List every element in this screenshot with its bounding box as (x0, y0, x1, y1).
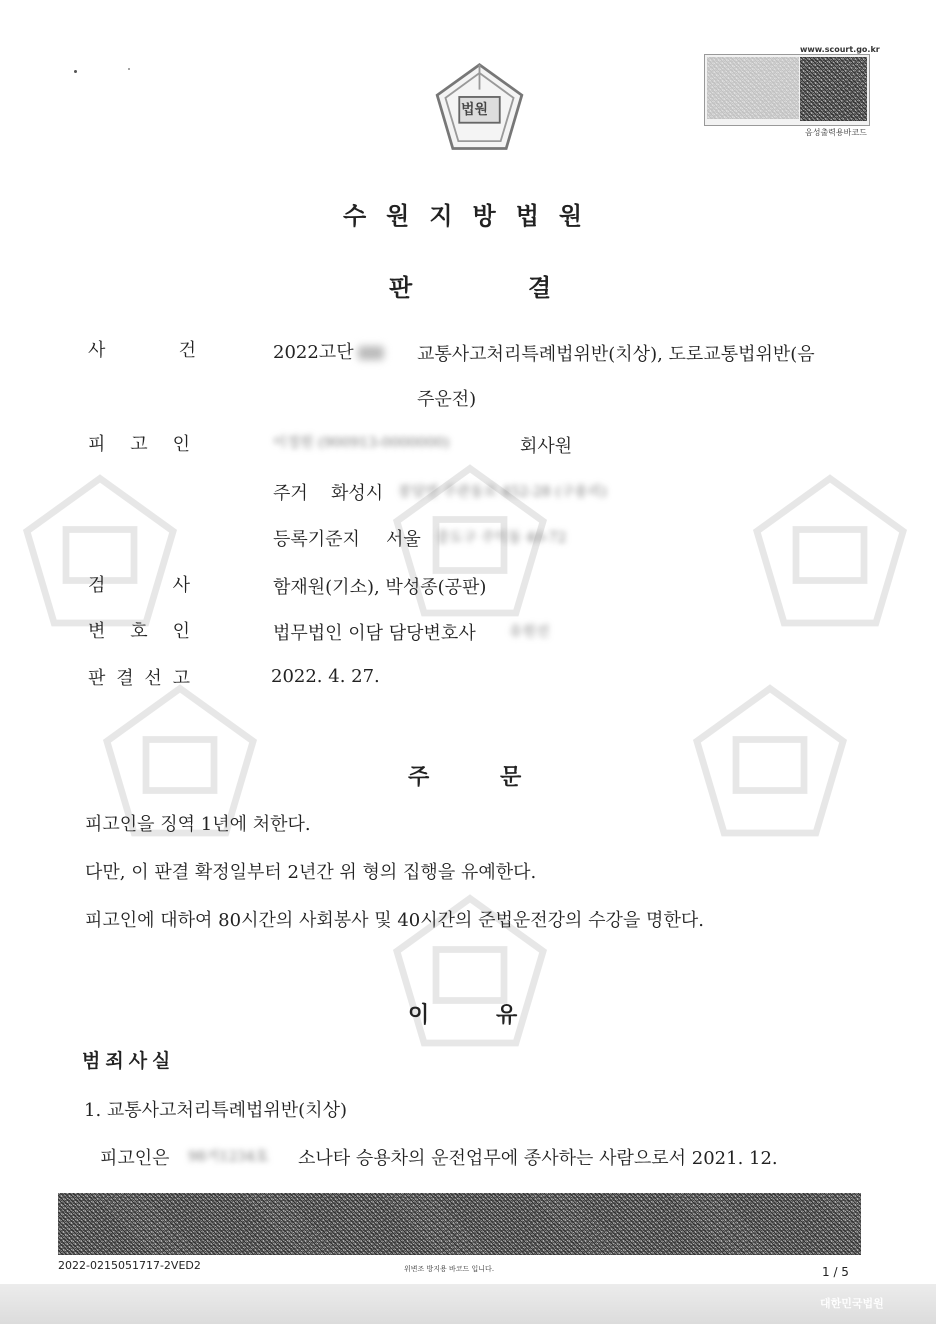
lawyer-redacted: 유원선 (509, 624, 550, 640)
issuer-label: 대한민국법원 (820, 1297, 884, 1310)
order-heading-char-1: 주 (408, 764, 430, 790)
case-number: 2022고단 (273, 338, 384, 364)
registry-city: 서울 (386, 529, 421, 550)
residence-redacted: 봉담면 주관동로 452-28 (구용리) (398, 484, 607, 500)
defendant-label: 피 고 인 (88, 434, 190, 455)
court-emblem-watermark-icon (680, 680, 860, 850)
prosecutor-value: 함재원(기소), 박성종(공판) (273, 577, 487, 598)
site-url: www.scourt.go.kr (800, 45, 880, 54)
facts-heading: 범죄사실 (82, 1050, 176, 1072)
defendant-job: 회사원 (520, 436, 573, 457)
page-indicator: 1 / 5 (822, 1265, 849, 1279)
court-emblem-watermark-icon (10, 470, 190, 640)
reasons-heading-char-2: 유 (496, 1002, 518, 1028)
registry-redacted: 중도구 주익동 40-72 (436, 530, 567, 546)
audio-barcode[interactable] (800, 57, 867, 121)
item1-redacted: 98거1234호 (188, 1149, 269, 1165)
item1-text-prefix: 피고인은 (100, 1148, 170, 1169)
order-line-3: 피고인에 대하여 80시간의 사회봉사 및 40시간의 준법운전강의 수강을 명한다. (85, 910, 704, 931)
scan-speck (74, 70, 77, 73)
anti-forgery-barcode[interactable] (58, 1193, 861, 1255)
case-number-redacted (358, 346, 384, 360)
case-title-line1: 교통사고처리특례법위반(치상), 도로교통법위반(음 (417, 344, 815, 365)
document-kind-char-1: 판 (389, 273, 413, 302)
court-emblem-watermark-icon (740, 470, 920, 640)
document-code: 2022-0215051717-2VED2 (58, 1259, 201, 1272)
document-kind-char-2: 결 (528, 273, 552, 302)
verdict-date: 2022. 4. 27. (271, 666, 380, 687)
court-emblem-label: 법원 (461, 102, 489, 118)
order-line-1: 피고인을 징역 1년에 처한다. (85, 814, 311, 835)
lawyer-label: 변 호 인 (88, 621, 190, 642)
footer-bar (0, 1284, 936, 1324)
reasons-heading-char-1: 이 (408, 1002, 430, 1028)
item1-text-suffix: 소나타 승용차의 운전업무에 종사하는 사람으로서 2021. 12. (298, 1148, 778, 1169)
item1-title: 1. 교통사고처리특례법위반(치상) (84, 1100, 347, 1121)
case-title-line2: 주운전) (417, 389, 477, 410)
order-line-2: 다만, 이 판결 확정일부터 2년간 위 형의 집행을 유예한다. (85, 862, 537, 883)
court-name: 수원지방법원 (343, 201, 603, 230)
lawyer-value: 법무법인 이담 담당변호사 (273, 623, 476, 644)
case-label: 사 건 (88, 340, 196, 361)
audio-barcode-caption: 음성출력용바코드 (805, 128, 867, 137)
verdict-date-label: 판 결 선 고 (88, 668, 190, 689)
audio-barcode-left (707, 57, 799, 119)
residence-city: 화성시 (331, 483, 384, 504)
residence-label: 주거 (273, 483, 308, 504)
order-heading-char-2: 문 (500, 764, 522, 790)
anti-forgery-caption: 위변조 방지용 바코드 입니다. (404, 1265, 495, 1273)
scan-speck (128, 68, 130, 70)
registry-label: 등록기준지 (273, 529, 360, 550)
defendant-name-redacted: 이정원 (900913-0000000) (273, 435, 450, 451)
prosecutor-label: 검 사 (88, 575, 190, 596)
